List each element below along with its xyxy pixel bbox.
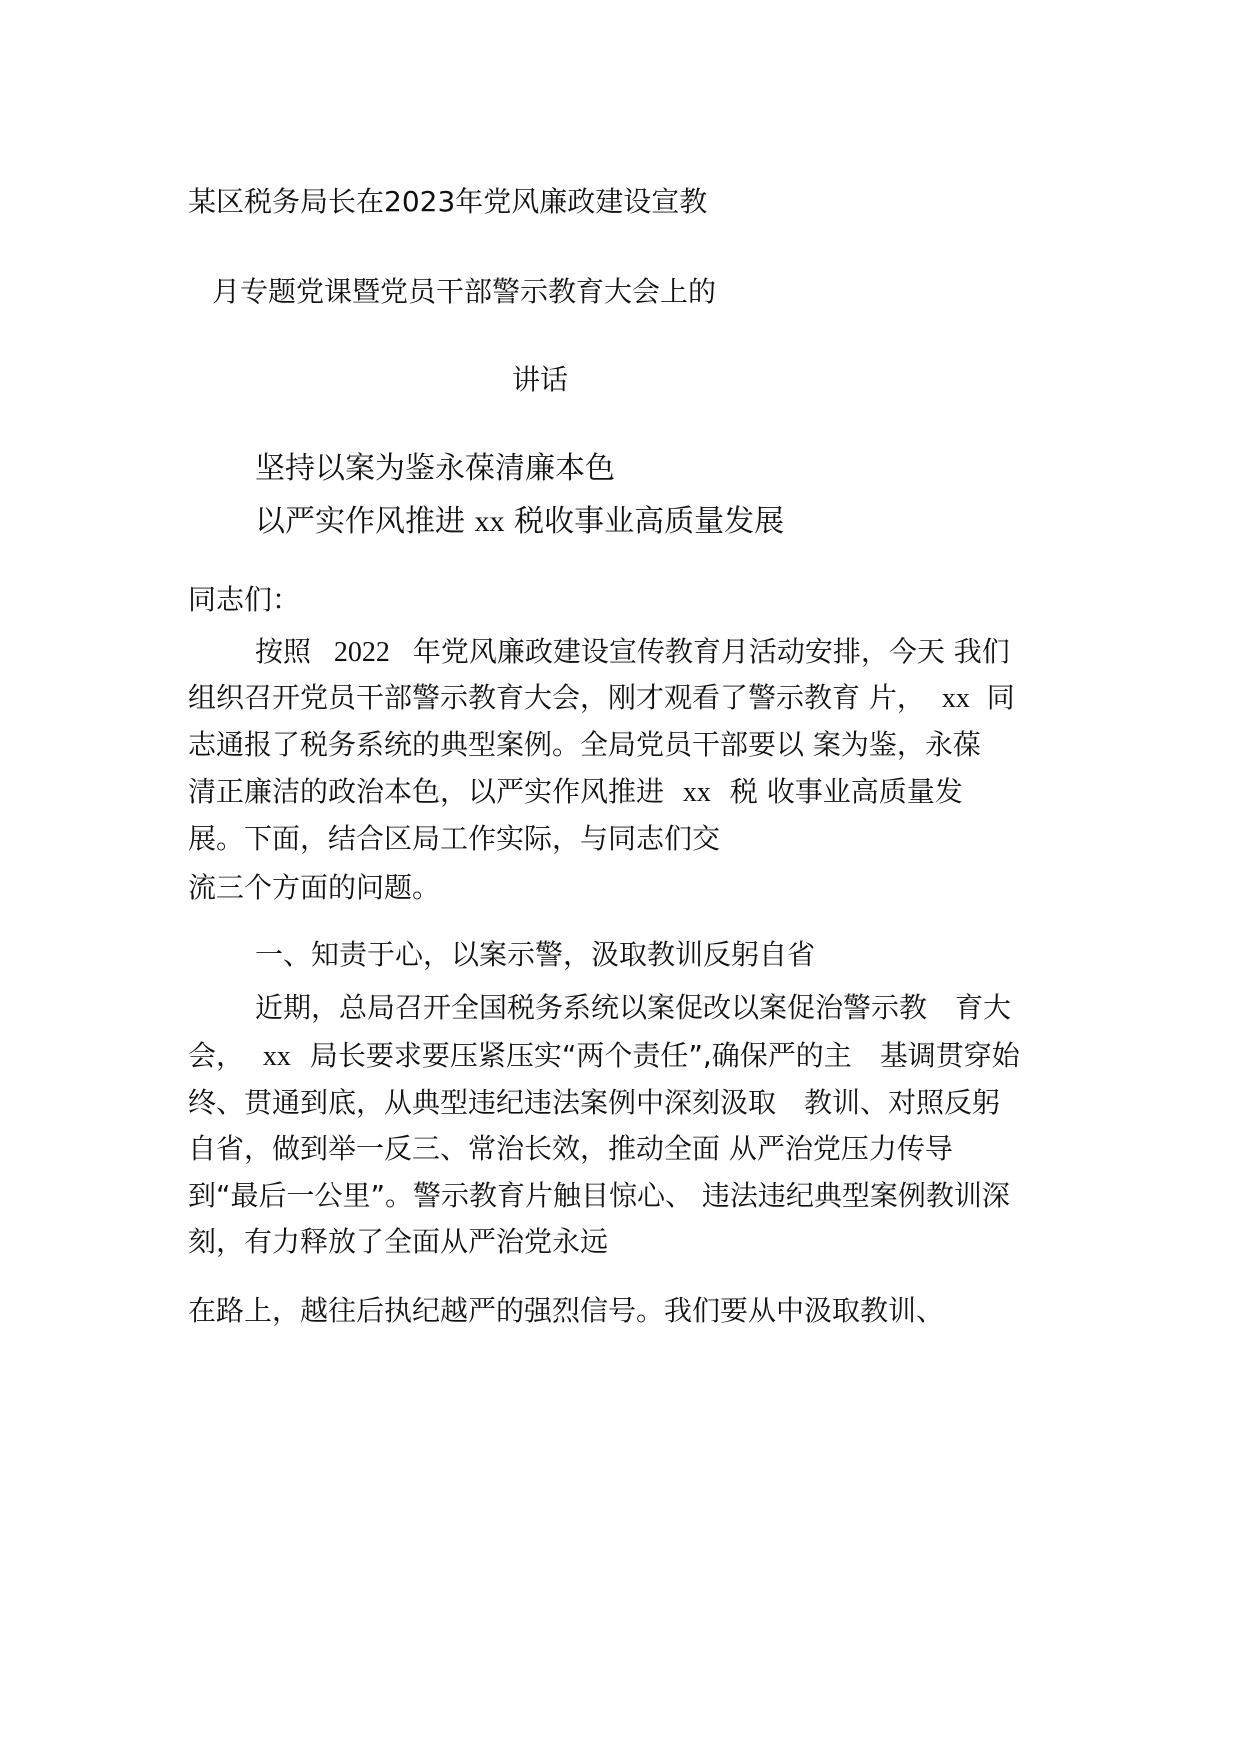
- subtitle-line-1: 坚持以案为鉴永葆清廉本色: [255, 451, 615, 486]
- para1-line-2: 组织召开党员干部警示教育大会，刚才观看了警示教育 片， xx 同: [188, 681, 1015, 714]
- salutation: 同志们：: [188, 583, 301, 616]
- section-heading-1: 一、知责于心，以案示警，汲取教训反躬自省: [255, 938, 816, 971]
- title-line-2: 月专题党课暨党员干部警示教育大会上的: [212, 275, 717, 308]
- para1-line-6: 流三个方面的问题。: [188, 871, 441, 904]
- subtitle-line-2: 以严实作风推进 xx 税收事业高质量发展: [255, 504, 785, 539]
- para1-line-3: 志通报了税务系统的典型案例。全局党员干部要以 案为鉴，永葆: [188, 728, 981, 761]
- para2-line-4: 自省，做到举一反三、常治长效，推动全面 从严治党压力传导: [188, 1132, 953, 1165]
- para2-line-3: 终、贯通到底，从典型违纪违法案例中深刻汲取 教训、对照反躬: [188, 1086, 1001, 1119]
- title-line-3: 讲话: [512, 363, 569, 396]
- para2-line-7: 在路上，越往后执纪越严的强烈信号。我们要从中汲取教训、: [188, 1294, 945, 1327]
- title-line-1: 某区税务局长在2023年党风廉政建设宣教: [188, 185, 708, 218]
- para2-line-2: 会， xx 局长要求要压紧压实“两个责任”,确保严的主 基调贯穿始: [188, 1039, 1020, 1072]
- para1-line-5: 展。下面，结合区局工作实际，与同志们交: [188, 822, 721, 855]
- para2-line-1: 近期，总局召开全国税务系统以案促改以案促治警示教 育大: [255, 991, 1012, 1024]
- para1-line-4: 清正廉洁的政治本色，以严实作风推进 xx 税 收事业高质量发: [188, 775, 963, 808]
- para1-line-1: 按照 2022 年党风廉政建设宣传教育月活动安排，今天 我们: [255, 635, 1010, 668]
- para2-line-6: 刻，有力释放了全面从严治党永远: [188, 1225, 609, 1258]
- para2-line-5: 到“最后一公里”。警示教育片触目惊心、 违法违纪典型案例教训深: [188, 1179, 1010, 1212]
